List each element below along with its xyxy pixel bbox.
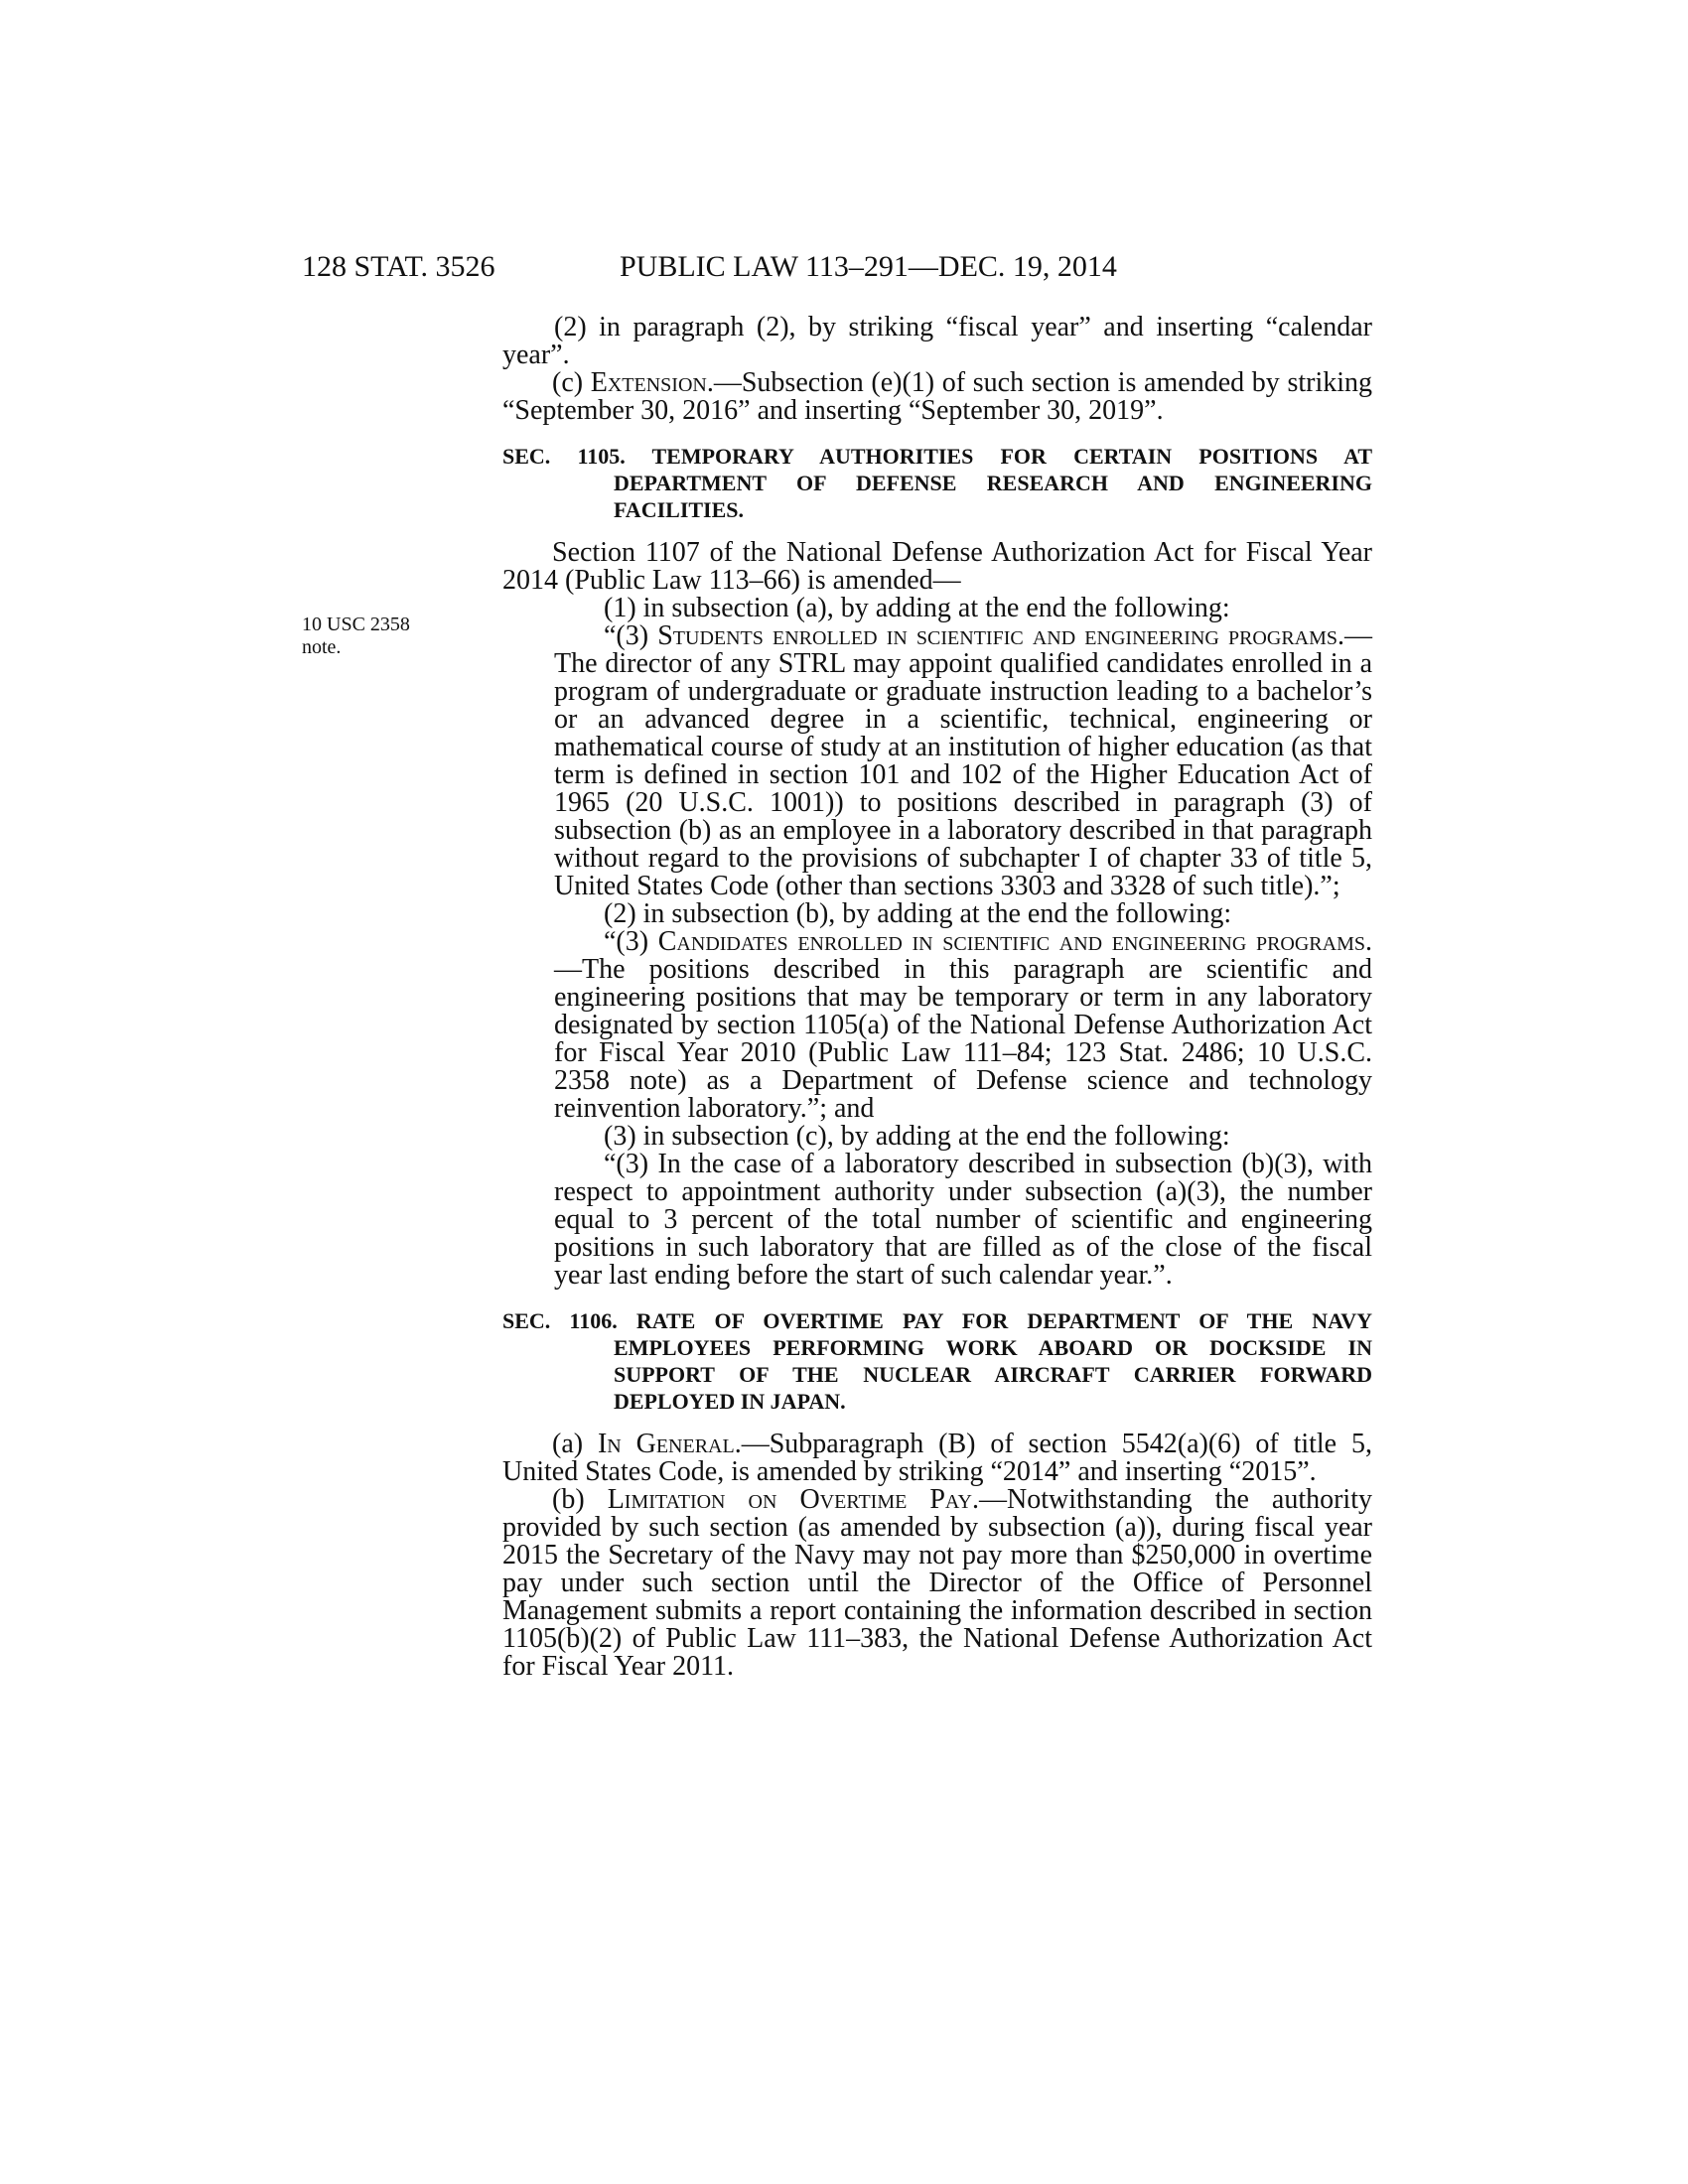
quoted-heading: Students enrolled in scientific and engineering programs [657,620,1338,651]
subsection-label: (a) [552,1429,598,1459]
quoted-heading: Candidates enrolled in scientific and engineering programs [657,926,1365,957]
paragraph-2-amendment: (2) in paragraph (2), by striking “fiscal year” and inserting “calendar year”. [502,312,1372,370]
subsection-text: .—Notwithstanding the authority provided by such section (as amended by subsection (a)), during fiscal year 2015 the Secretary of the Navy may not pay more than $250,000 in overtime pay under such section until the Director of the Office of Personnel Management submits a report containing the information described in section 1105(b)(2) of Public Law 111–383, the National Defense Authorization Act for Fiscal Year 2011. [502,1484,1372,1682]
subsection-heading: Extension [590,367,707,398]
section-1105-heading: SEC. 1105. TEMPORARY AUTHORITIES FOR CERTAIN POSITIONS AT DEPARTMENT OF DEFENSE RESEARCH AND ENGINEERING FACILITIES. [502,444,1372,522]
quoted-paragraph-laboratory: “(3) In the case of a laboratory described in subsection (b)(3), with respect to appointment authority under subsection (a)(3), the number equal to 3 percent of the total number of scientific and engineering positions in such laboratory that are filled as of the close of the fiscal year last ending before the start of such calendar year.”. [554,1149,1372,1291]
subsection-b-limitation [502,1486,1372,1681]
subsection-label: (c) [552,367,591,398]
quoted-text: .—The positions described in this paragraph are scientific and engineering positions that may be temporary or term in any laboratory designated by section 1105(a) of the National Defense Authorization Act for Fiscal Year 2010 (Public Law 111–84; 123 Stat. 2486; 10 U.S.C. 2358 note) as a Department of Defense science and technology reinvention laboratory.”; and [554,926,1372,1124]
quoted-text: .—The director of any STRL may appoint qualified candidates enrolled in a program of undergraduate or graduate instruction leading to a bachelor’s or an advanced degree in a scientific, technical, engineering or mathematical course of study at an institution of higher education (as that term is defined in section 101 and 102 of the Higher Education Act of 1965 (20 U.S.C. 1001)) to positions described in paragraph (3) of subsection (b) as an employee in a laboratory described in that paragraph without regard to the provisions of subchapter I of chapter 33 of title 5, United States Code (other than sections 3303 and 3328 of such title).”; [554,620,1373,901]
quoted-label: “(3) [604,926,658,957]
section-1105-intro: Section 1107 of the National Defense Authorization Act for Fiscal Year 2014 (Public Law 113–66) is amended— [502,537,1372,596]
subsection-c-extension [502,369,1372,425]
subsection-heading: In General [597,1429,735,1459]
amendment-item-3: (3) in subsection (c), by adding at the end the following: [604,1121,1230,1152]
margin-note-line-1: 10 USC 2358 [302,614,410,635]
subsection-text: .—Subsection (e)(1) of such section is amended by striking “September 30, 2016” and inserting “September 30, 2019”. [502,367,1372,426]
quoted-label: “(3) [604,620,658,651]
public-law-heading: PUBLIC LAW 113–291—DEC. 19, 2014 [620,250,1117,283]
quoted-paragraph-students [502,622,1372,900]
margin-note-line-2: note. [302,636,342,658]
section-1106-heading: SEC. 1106. RATE OF OVERTIME PAY FOR DEPARTMENT OF THE NAVY EMPLOYEES PERFORMING WORK ABOARD OR DOCKSIDE IN SUPPORT OF THE NUCLEAR AIRCRAFT CARRIER FORWARD DEPLOYED IN JAPAN. [502,1308,1372,1414]
document-body [502,314,1372,1681]
amendment-item-2: (2) in subsection (b), by adding at the end the following: [604,898,1232,929]
margin-citation-note [302,614,410,659]
quoted-paragraph-candidates [502,928,1372,1123]
subsection-label: (b) [552,1484,608,1515]
subsection-heading: Limitation on Overtime Pay [607,1484,972,1515]
subsection-text: .—Subparagraph (B) of section 5542(a)(6) of title 5, United States Code, is amended by striking “2014” and inserting “2015”. [502,1429,1373,1487]
amendment-item-1: (1) in subsection (a), by adding at the end the following: [604,593,1230,623]
subsection-a-in-general [502,1431,1372,1486]
statute-page-number: 128 STAT. 3526 [302,250,495,283]
